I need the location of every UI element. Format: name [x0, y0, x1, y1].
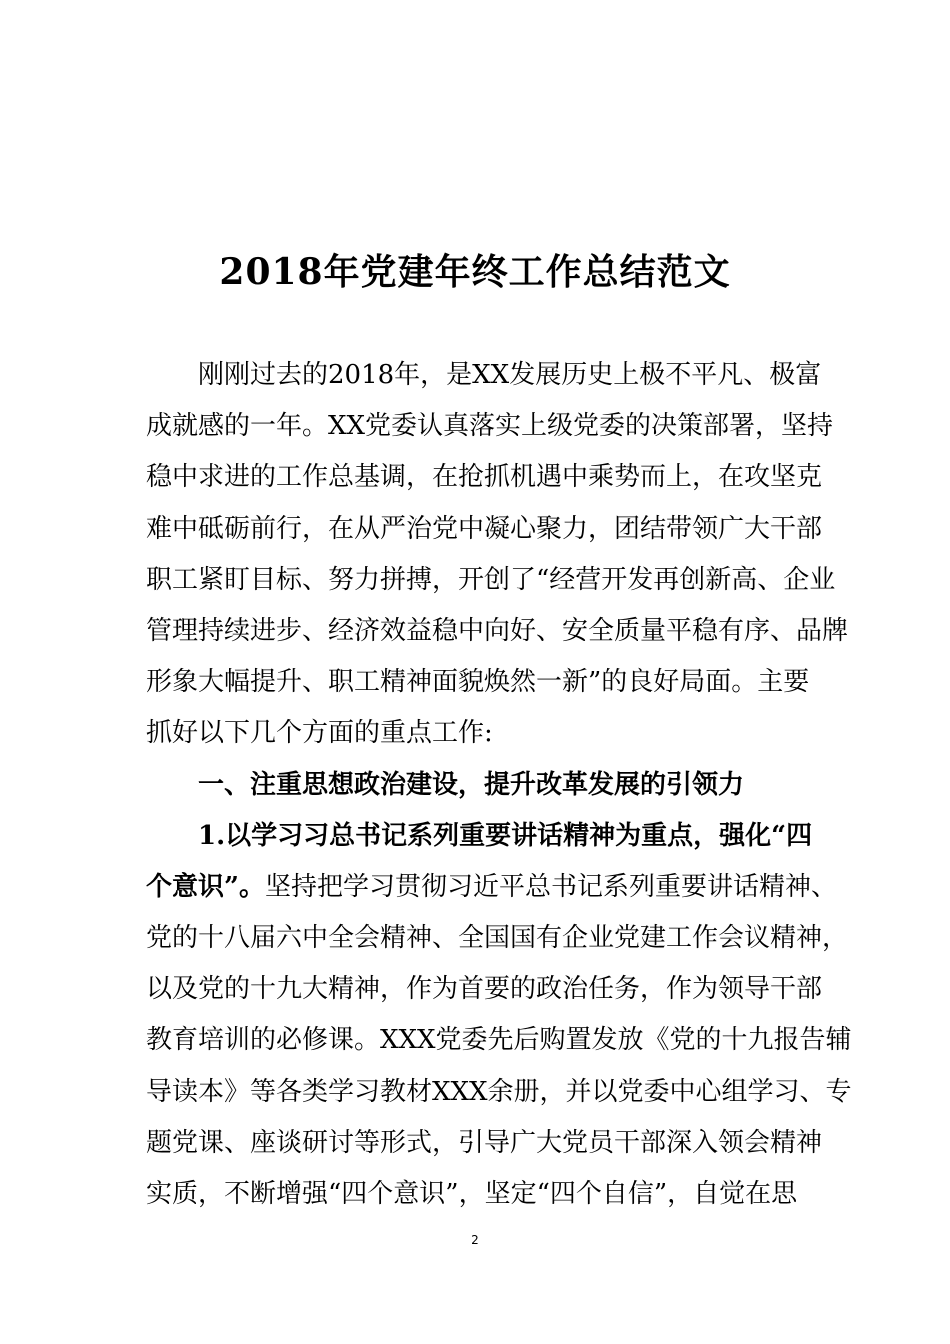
paragraph-line: 稳中求进的工作总基调，在抢抓机遇中乘势而上，在攻坚克: [146, 462, 823, 493]
paragraph-line: 党的十八届六中全会精神、全国国有企业党建工作会议精神，: [146, 923, 849, 954]
document-body: [146, 350, 852, 1220]
paragraph-line: 难中砥砺前行，在从严治党中凝心聚力，团结带领广大干部: [146, 513, 823, 544]
paragraph-text: 坚持把学习贯彻习近平总书记系列重要讲话精神、: [264, 871, 837, 902]
paragraph-line: 抓好以下几个方面的重点工作:: [146, 718, 493, 749]
page-number: 2: [471, 1233, 479, 1247]
subsection-heading-continued: 个意识”。: [146, 871, 265, 902]
paragraph-line: 刚刚过去的2018年，是XX发展历史上极不平凡、极富: [198, 360, 822, 390]
document-title: 2018年党建年终工作总结范文: [219, 251, 731, 293]
paragraph-line: 实质，不断增强“四个意识”，坚定“四个自信”，自觉在思: [146, 1179, 798, 1209]
paragraph-line: 形象大幅提升、职工精神面貌焕然一新”的良好局面。主要: [146, 667, 810, 698]
paragraph-line: 教育培训的必修课。XXX党委先后购置发放《党的十九报告辅: [146, 1025, 852, 1056]
paragraph-line: 以及党的十九大精神，作为首要的政治任务，作为领导干部: [146, 974, 823, 1005]
paragraph-line: 成就感的一年。XX党委认真落实上级党委的决策部署，坚持: [146, 411, 834, 442]
subsection-heading: 1.以学习习总书记系列重要讲话精神为重点，强化“四: [198, 820, 813, 851]
paragraph-line: [146, 862, 837, 913]
paragraph-line: 导读本》等各类学习教材XXX余册，并以党委中心组学习、专: [146, 1076, 852, 1107]
paragraph-line: 职工紧盯目标、努力拼搏，开创了“经营开发再创新高、企业: [146, 564, 836, 595]
paragraph-line: 管理持续进步、经济效益稳中向好、安全质量平稳有序、品牌: [146, 615, 849, 646]
paragraph-line: 题党课、座谈研讨等形式，引导广大党员干部深入领会精神: [146, 1127, 823, 1158]
section-heading: 一、注重思想政治建设，提升改革发展的引领力: [198, 769, 745, 800]
